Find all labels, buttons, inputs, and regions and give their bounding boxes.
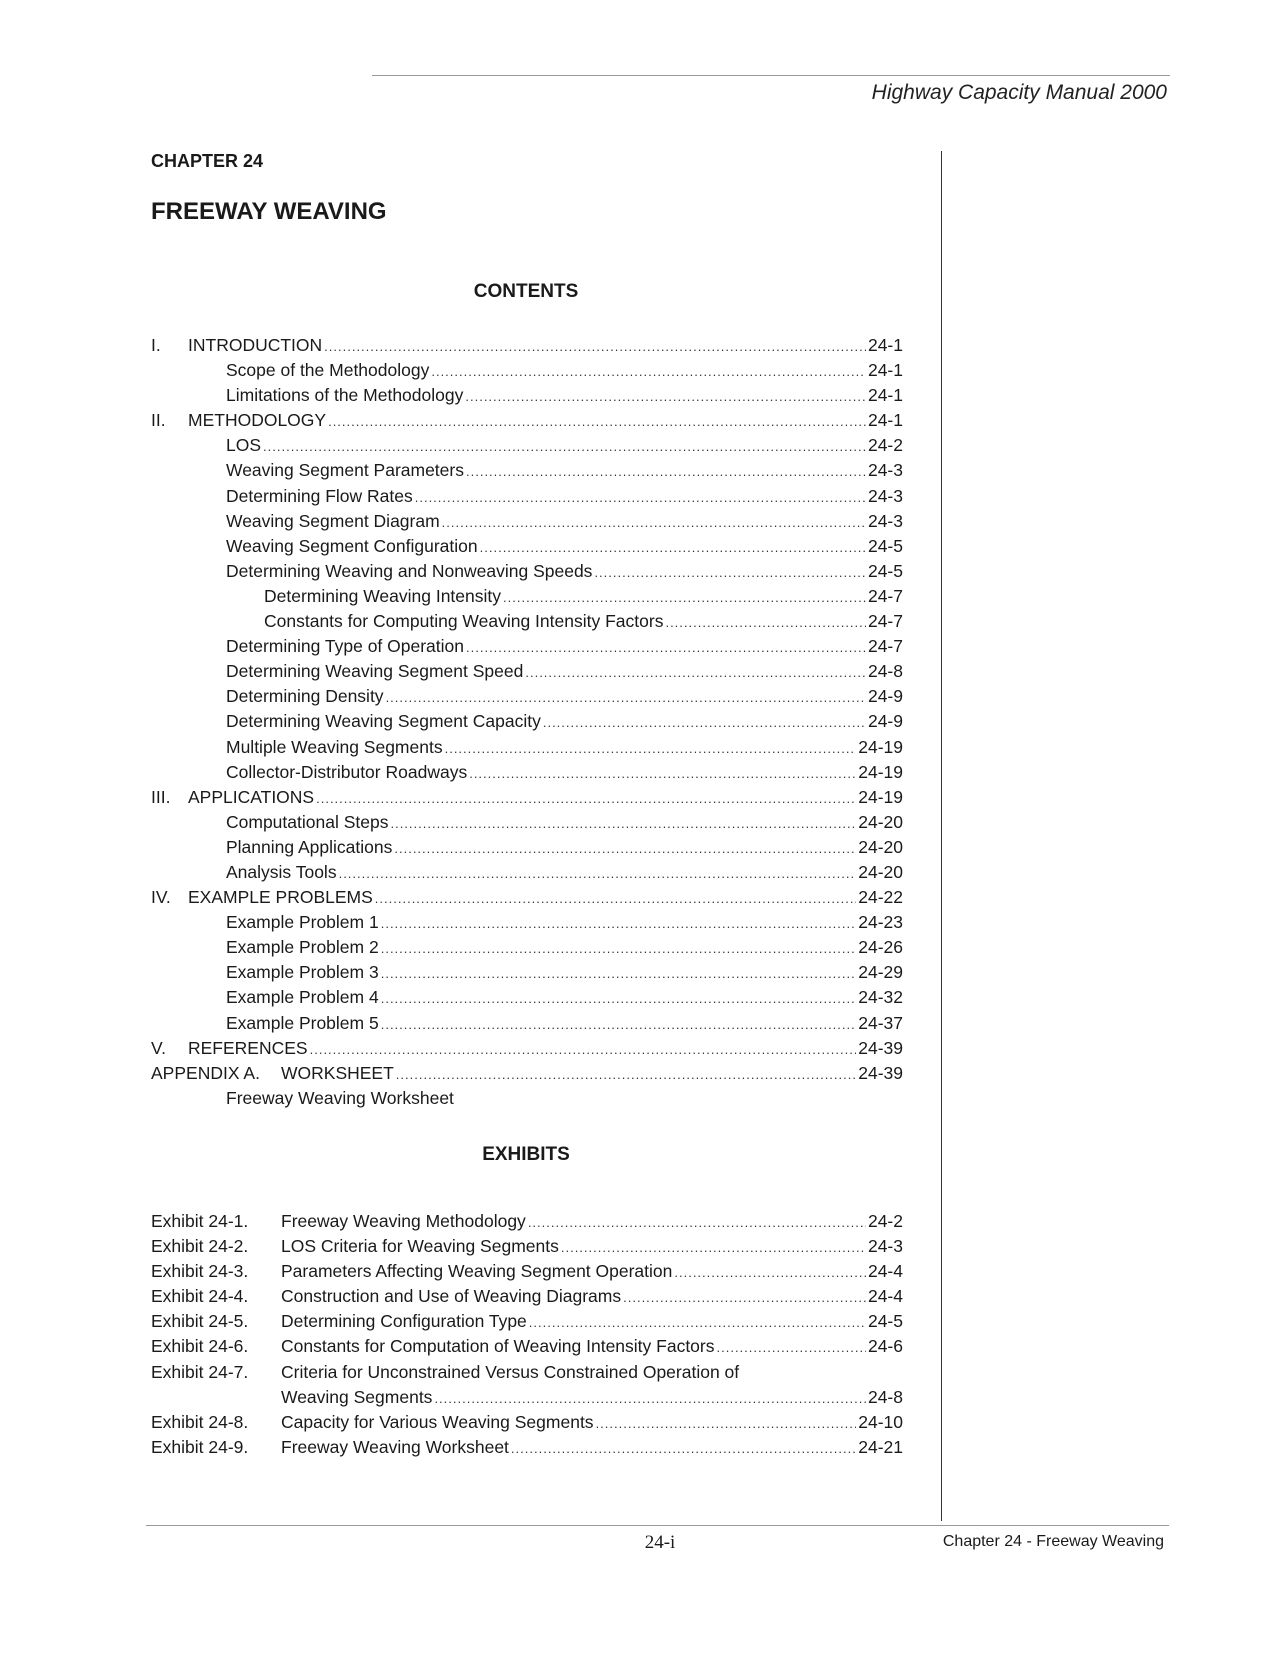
entry-title: Freeway Weaving Worksheet (226, 1087, 454, 1108)
entry-number: V. (151, 1037, 166, 1058)
exhibit-entry (151, 1209, 903, 1234)
dot-leader (434, 1386, 866, 1411)
exhibit-entry (151, 1410, 903, 1435)
entry-page: 24-32 (858, 987, 903, 1008)
dot-leader (381, 911, 857, 936)
header-rule (372, 75, 1170, 76)
entry-number: II. (151, 410, 166, 431)
entry-title: Example Problem 4 (226, 987, 379, 1008)
entry-page: 24-20 (858, 836, 903, 857)
exhibits-heading: EXHIBITS (482, 1144, 570, 1165)
entry-page: 24-2 (867, 435, 903, 456)
dot-leader (466, 635, 866, 660)
toc-entry (151, 960, 903, 985)
entry-title: LOS (226, 435, 262, 456)
entry-title: Parameters Affecting Weaving Segment Operation (281, 1261, 673, 1282)
entry-title: Weaving Segment Parameters (226, 460, 464, 481)
toc-entry (151, 760, 903, 785)
dot-leader (511, 1436, 856, 1461)
entry-title: APPLICATIONS (188, 786, 315, 807)
exhibit-entry (151, 1309, 903, 1334)
toc-entry (151, 885, 903, 910)
toc-entry (151, 333, 903, 358)
entry-page: 24-7 (867, 611, 903, 632)
toc-entry (151, 559, 903, 584)
entry-number: APPENDIX A. (151, 1062, 260, 1083)
dot-leader (466, 459, 866, 484)
entry-title: Computational Steps (226, 811, 389, 832)
entry-title: Multiple Weaving Segments (226, 736, 443, 757)
contents-list (151, 333, 903, 1111)
entry-title: Example Problem 3 (226, 962, 379, 983)
dot-leader (465, 384, 866, 409)
dot-leader (386, 685, 866, 710)
toc-entry (151, 634, 903, 659)
dot-leader (528, 1210, 866, 1235)
entry-page: 24-4 (867, 1261, 903, 1282)
toc-entry (151, 408, 903, 433)
exhibit-entry (151, 1234, 903, 1259)
entry-title: Determining Weaving Segment Speed (226, 661, 524, 682)
toc-entry (151, 684, 903, 709)
entry-page: 24-5 (867, 560, 903, 581)
entry-title: Example Problem 2 (226, 937, 379, 958)
dot-leader (381, 1012, 857, 1037)
toc-entry (151, 985, 903, 1010)
entry-page: 24-39 (858, 1037, 903, 1058)
exhibits-list (151, 1209, 903, 1460)
dot-leader (328, 409, 866, 434)
entry-page: 24-6 (867, 1336, 903, 1357)
entry-page: 24-1 (867, 335, 903, 355)
entry-title: Example Problem 1 (226, 912, 379, 933)
entry-title: INTRODUCTION (188, 335, 323, 355)
dot-leader (717, 1335, 866, 1360)
toc-entry (151, 1061, 903, 1086)
entry-page: 24-9 (867, 686, 903, 707)
exhibit-entry (151, 1435, 903, 1460)
entry-title: Example Problem 5 (226, 1012, 379, 1033)
toc-entry (151, 358, 903, 383)
entry-title: Analysis Tools (226, 861, 337, 882)
entry-title: LOS Criteria for Weaving Segments (281, 1236, 559, 1257)
entry-title: REFERENCES (188, 1037, 308, 1058)
toc-entry (151, 860, 903, 885)
entry-number: Exhibit 24-7. (151, 1361, 249, 1382)
entry-number: Exhibit 24-5. (151, 1311, 249, 1332)
exhibit-entry (151, 1385, 903, 1410)
exhibit-entry (151, 1360, 903, 1385)
dot-leader (480, 535, 866, 560)
entry-title: Freeway Weaving Methodology (281, 1211, 526, 1231)
entry-number: III. (151, 786, 171, 807)
entry-title: Weaving Segment Diagram (226, 510, 440, 531)
entry-title: Planning Applications (226, 836, 393, 857)
entry-page: 24-23 (858, 912, 903, 933)
entry-title: Weaving Segment Configuration (226, 535, 478, 556)
entry-title: Constants for Computing Weaving Intensity Factors (264, 611, 664, 632)
entry-page: 24-20 (858, 811, 903, 832)
entry-page: 24-2 (867, 1211, 903, 1231)
dot-leader (445, 736, 857, 761)
dot-leader (665, 610, 866, 635)
toc-entry (151, 383, 903, 408)
entry-page: 24-8 (867, 661, 903, 682)
entry-page: 24-20 (858, 861, 903, 882)
entry-title: Determining Density (226, 686, 384, 707)
contents-heading: CONTENTS (473, 281, 579, 302)
dot-leader (339, 861, 857, 886)
toc-entry (151, 1011, 903, 1036)
entry-title: Limitations of the Methodology (226, 385, 464, 406)
dot-leader (263, 434, 866, 459)
entry-title: Determining Flow Rates (226, 485, 413, 506)
entry-page: 24-21 (858, 1436, 903, 1457)
entry-number: Exhibit 24-9. (151, 1436, 249, 1457)
entry-page: 24-19 (858, 786, 903, 807)
entry-page: 24-3 (867, 1236, 903, 1257)
entry-number: Exhibit 24-6. (151, 1336, 249, 1357)
dot-leader (390, 811, 856, 836)
entry-page: 24-4 (867, 1286, 903, 1307)
entry-number: Exhibit 24-3. (151, 1261, 249, 1282)
dot-leader (431, 359, 866, 384)
entry-title: Freeway Weaving Worksheet (281, 1436, 509, 1457)
dot-leader (596, 1411, 857, 1436)
entry-title: Criteria for Unconstrained Versus Constrained Operation of (281, 1361, 740, 1382)
entry-title: Weaving Segments (281, 1386, 433, 1407)
entry-title: Determining Configuration Type (281, 1311, 527, 1332)
entry-page: 24-39 (858, 1062, 903, 1083)
entry-page: 24-9 (867, 711, 903, 732)
dot-leader (525, 660, 866, 685)
dot-leader (529, 1310, 866, 1335)
dot-leader (469, 761, 856, 786)
entry-page: 24-7 (867, 636, 903, 657)
dot-leader (310, 1037, 857, 1062)
entry-title: Construction and Use of Weaving Diagrams (281, 1286, 622, 1307)
dot-leader (623, 1285, 866, 1310)
page-number: 24-i (644, 1532, 676, 1553)
dot-leader (503, 585, 866, 610)
entry-title: Determining Weaving Segment Capacity (226, 711, 541, 732)
entry-page: 24-5 (867, 535, 903, 556)
entry-title: Determining Type of Operation (226, 636, 465, 657)
entry-page: 24-5 (867, 1311, 903, 1332)
chapter-label: CHAPTER 24 (151, 151, 264, 171)
dot-leader (415, 485, 866, 510)
toc-entry (151, 910, 903, 935)
toc-entry (151, 810, 903, 835)
dot-leader (375, 886, 856, 911)
entry-number: Exhibit 24-4. (151, 1286, 249, 1307)
dot-leader (381, 961, 857, 986)
dot-leader (561, 1235, 866, 1260)
toc-entry (151, 935, 903, 960)
entry-title: Scope of the Methodology (226, 360, 430, 381)
entry-page: 24-26 (858, 937, 903, 958)
running-header: Highway Capacity Manual 2000 (871, 81, 1167, 104)
entry-page: 24-22 (858, 887, 903, 908)
chapter-title: FREEWAY WEAVING (151, 198, 387, 225)
entry-title: Determining Weaving and Nonweaving Speeds (226, 560, 593, 581)
entry-page: 24-19 (858, 736, 903, 757)
entry-number: I. (151, 335, 161, 355)
entry-number: IV. (151, 887, 171, 908)
dot-leader (396, 1062, 856, 1087)
toc-entry (151, 458, 903, 483)
entry-page: 24-3 (867, 510, 903, 531)
exhibit-entry (151, 1284, 903, 1309)
entry-page: 24-37 (858, 1012, 903, 1033)
toc-entry (151, 835, 903, 860)
entry-number: Exhibit 24-1. (151, 1211, 249, 1231)
toc-entry (151, 659, 903, 684)
dot-leader (324, 334, 866, 359)
entry-page: 24-29 (858, 962, 903, 983)
dot-leader (442, 510, 866, 535)
entry-page: 24-1 (867, 360, 903, 381)
toc-entry (151, 584, 903, 609)
exhibit-entry (151, 1259, 903, 1284)
entry-page: 24-7 (867, 585, 903, 606)
margin-rule (941, 151, 942, 1521)
entry-title: WORKSHEET (281, 1062, 394, 1083)
toc-entry (151, 534, 903, 559)
toc-entry (151, 609, 903, 634)
entry-page: 24-1 (867, 385, 903, 406)
footer-chapter: Chapter 24 - Freeway Weaving (942, 1533, 1164, 1550)
entry-page: 24-19 (858, 761, 903, 782)
entry-number: Exhibit 24-2. (151, 1236, 249, 1257)
toc-entry (151, 735, 903, 760)
dot-leader (381, 936, 857, 961)
entry-title: METHODOLOGY (188, 410, 327, 431)
entry-number: Exhibit 24-8. (151, 1411, 249, 1432)
entry-page: 24-3 (867, 460, 903, 481)
dot-leader (316, 786, 856, 811)
exhibit-entry (151, 1334, 903, 1359)
entry-page: 24-3 (867, 485, 903, 506)
toc-entry (151, 509, 903, 534)
entry-page: 24-1 (867, 410, 903, 431)
toc-entry (151, 1086, 903, 1111)
toc-entry (151, 1036, 903, 1061)
toc-entry (151, 433, 903, 458)
entry-title: EXAMPLE PROBLEMS (188, 887, 373, 908)
footer-rule (146, 1525, 1169, 1526)
dot-leader (543, 710, 866, 735)
entry-page: 24-8 (867, 1386, 903, 1407)
dot-leader (381, 986, 857, 1011)
toc-entry (151, 484, 903, 509)
dot-leader (594, 560, 866, 585)
entry-title: Capacity for Various Weaving Segments (281, 1411, 594, 1432)
entry-title: Constants for Computation of Weaving Intensity Factors (281, 1336, 715, 1357)
dot-leader (674, 1260, 866, 1285)
dot-leader (394, 836, 856, 861)
entry-page: 24-10 (858, 1411, 903, 1432)
toc-entry (151, 785, 903, 810)
entry-title: Determining Weaving Intensity (264, 585, 502, 606)
entry-title: Collector-Distributor Roadways (226, 761, 468, 782)
toc-entry (151, 709, 903, 734)
